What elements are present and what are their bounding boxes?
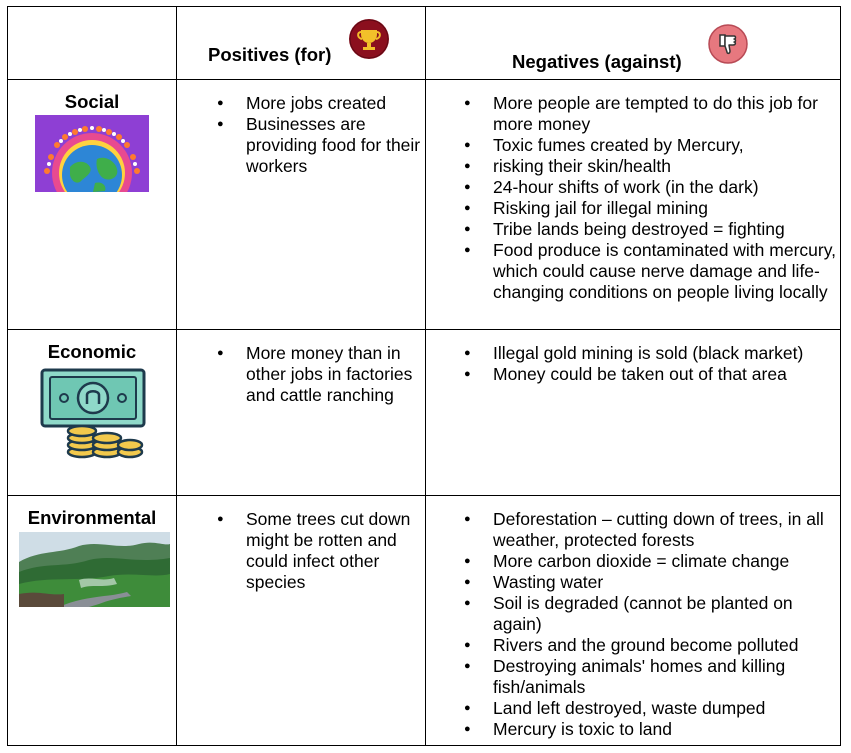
social-negatives-cell	[426, 80, 841, 330]
environmental-positives-list	[177, 496, 425, 593]
list-item: ● More jobs created	[177, 93, 425, 114]
pros-cons-table	[7, 6, 841, 746]
list-item: ● Illegal gold mining is sold (black market)	[426, 343, 840, 364]
list-item: ● Some trees cut down might be rotten and could infect other species	[177, 509, 425, 593]
economic-negatives-list	[426, 330, 840, 385]
list-item: ● Land left destroyed, waste dumped	[426, 698, 840, 719]
header-empty-cell	[8, 7, 177, 80]
environmental-negatives-list	[426, 496, 840, 740]
rainforest-image	[19, 532, 170, 607]
social-row	[8, 80, 841, 330]
economic-positives-list	[177, 330, 425, 406]
negatives-heading: Negatives (against)	[512, 51, 682, 72]
list-item: ● Mercury is toxic to land	[426, 719, 840, 740]
economic-negatives-cell	[426, 330, 841, 496]
money-icon	[40, 368, 146, 460]
list-item: ● Food produce is contaminated with mercury, which could cause nerve damage and life-changing conditions on people living locally	[426, 240, 840, 303]
list-item: ● Risking jail for illegal mining	[426, 198, 840, 219]
economic-row	[8, 330, 841, 496]
economic-positives-cell	[177, 330, 426, 496]
list-item: ● Destroying animals' homes and killing fish/animals	[426, 656, 840, 698]
list-item: ● More carbon dioxide = climate change	[426, 551, 840, 572]
environmental-label-cell	[8, 496, 177, 746]
thumbs-down-icon	[708, 24, 748, 64]
social-positives-cell	[177, 80, 426, 330]
social-label-cell	[8, 80, 177, 330]
economic-label: Economic	[47, 341, 137, 362]
list-item: ● Soil is degraded (cannot be planted on again)	[426, 593, 840, 635]
globe-people-image	[35, 115, 149, 192]
list-item: ● 24-hour shifts of work (in the dark)	[426, 177, 840, 198]
trophy-icon	[349, 19, 389, 59]
environmental-positives-cell	[177, 496, 426, 746]
list-item: ● Tribe lands being destroyed = fighting	[426, 219, 840, 240]
social-positives-list	[177, 80, 425, 177]
social-label: Social	[64, 91, 120, 112]
environmental-label: Environmental	[27, 507, 157, 528]
social-negatives-list	[426, 80, 840, 303]
header-row	[8, 7, 841, 80]
environmental-row	[8, 496, 841, 746]
economic-label-cell	[8, 330, 177, 496]
positives-heading: Positives (for)	[208, 44, 332, 65]
list-item: ● Rivers and the ground become polluted	[426, 635, 840, 656]
list-item: ● risking their skin/health	[426, 156, 840, 177]
list-item: ● Toxic fumes created by Mercury,	[426, 135, 840, 156]
list-item: ● Deforestation – cutting down of trees, in all weather, protected forests	[426, 509, 840, 551]
list-item: ● More people are tempted to do this job for more money	[426, 93, 840, 135]
list-item: ● Wasting water	[426, 572, 840, 593]
list-item: ● Money could be taken out of that area	[426, 364, 840, 385]
list-item: ● More money than in other jobs in factories and cattle ranching	[177, 343, 425, 406]
list-item: ● Businesses are providing food for their workers	[177, 114, 425, 177]
environmental-negatives-cell	[426, 496, 841, 746]
header-negatives-cell	[426, 7, 841, 80]
header-positives-cell	[177, 7, 426, 80]
